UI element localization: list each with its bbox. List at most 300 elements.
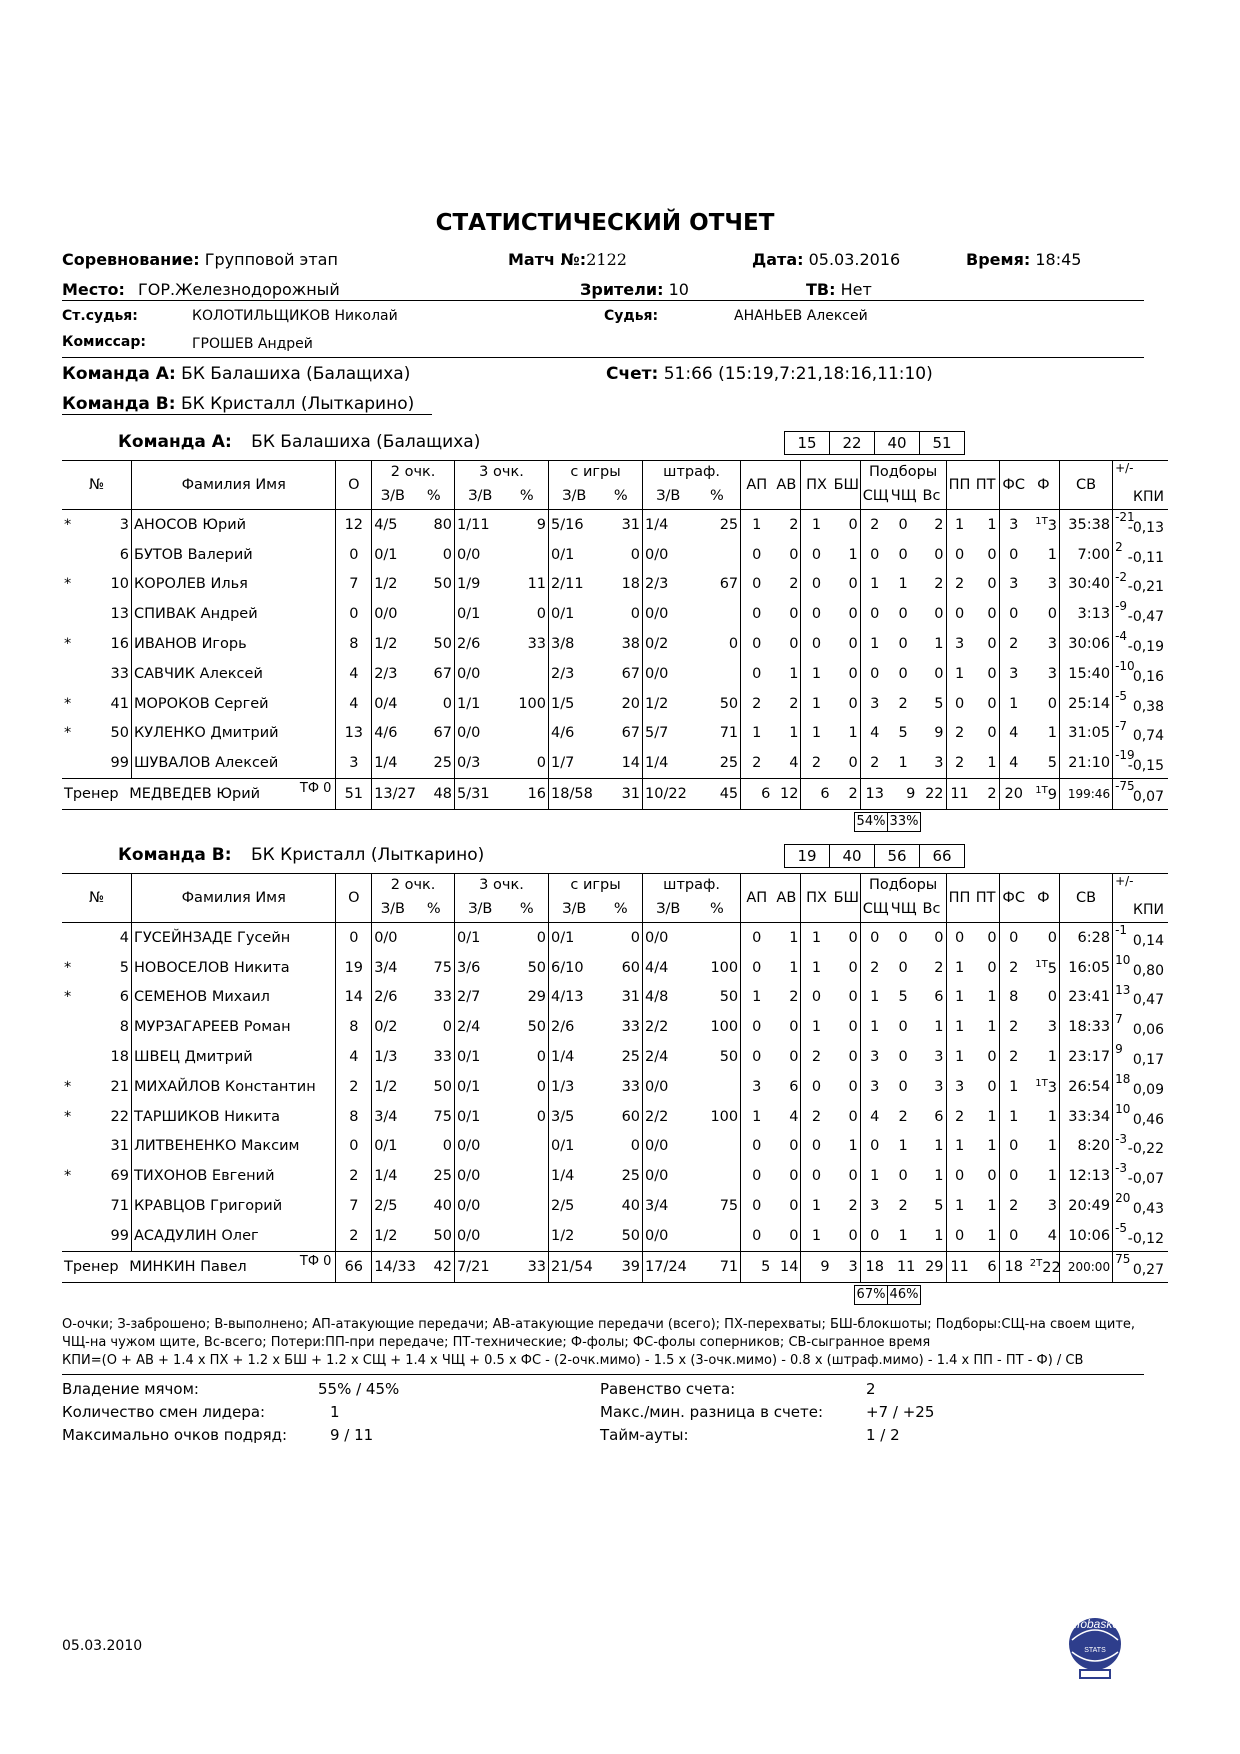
starter-mark: * xyxy=(64,695,72,712)
minutes: 18:33 xyxy=(1059,1012,1112,1042)
two-pt-pct xyxy=(414,923,455,953)
blocks: 0 xyxy=(832,1042,861,1072)
reb-own: 13 xyxy=(860,779,889,810)
two-pt-pct: 0 xyxy=(414,1132,455,1162)
col-pm: +/- xyxy=(1115,874,1134,888)
table-row xyxy=(62,629,1168,659)
plus-minus: 75 xyxy=(1115,1251,1131,1266)
two-pt-pct: 50 xyxy=(414,629,455,659)
steals: 6 xyxy=(801,779,832,810)
player-number: 50 xyxy=(97,719,132,749)
points: 7 xyxy=(336,1191,372,1221)
table-row xyxy=(62,1102,1168,1132)
assists-total: 2 xyxy=(772,983,801,1013)
kpi-value: 0,27 xyxy=(1132,1261,1164,1278)
player-number: 8 xyxy=(97,1012,132,1042)
plus-minus: -75 xyxy=(1115,779,1135,794)
fouls-drawn: 18 xyxy=(999,1251,1028,1282)
tech-turnovers: 1 xyxy=(973,1221,1000,1251)
three-pt-made: 0/1 xyxy=(456,929,481,946)
points: 12 xyxy=(336,510,372,540)
pass-turnovers: 1 xyxy=(954,516,965,533)
ft-pct: 67 xyxy=(694,570,741,600)
ft-pct xyxy=(694,1161,741,1191)
reb-own: 0 xyxy=(870,1138,880,1155)
plus-minus: -1 xyxy=(1115,923,1128,937)
col-av: АВ xyxy=(772,874,801,923)
col-zv: З/В xyxy=(549,897,600,923)
col-pct: % xyxy=(694,484,741,510)
table-row xyxy=(62,540,1168,570)
assists: 0 xyxy=(752,929,762,946)
kpi-value: -0,13 xyxy=(1127,519,1164,536)
assists-total: 1 xyxy=(772,659,801,689)
reb-opp: 5 xyxy=(898,725,908,742)
points: 8 xyxy=(336,1102,372,1132)
starter-mark xyxy=(62,540,97,570)
pm-kpi xyxy=(1113,689,1168,719)
player-number: 6 xyxy=(97,983,132,1013)
kpi-value: -0,12 xyxy=(1127,1230,1164,1247)
team-a-section-name: БК Балашиха (Балащиха) xyxy=(251,432,481,452)
player-number: 31 xyxy=(97,1132,132,1162)
two-pt-pct: 0 xyxy=(414,689,455,719)
assists-total: 14 xyxy=(772,1251,801,1282)
fg-made: 18/58 xyxy=(549,779,600,810)
reb-total: 2 xyxy=(917,570,946,600)
spectators-label: Зрители: xyxy=(580,280,664,299)
fouls-drawn: 8 xyxy=(1009,989,1019,1006)
pm-kpi xyxy=(1113,1251,1168,1282)
kpi-value: 0,38 xyxy=(1132,698,1164,715)
points: 0 xyxy=(336,923,372,953)
steals: 0 xyxy=(811,989,822,1006)
three-pt-made: 1/11 xyxy=(456,516,490,533)
fg-made: 4/6 xyxy=(551,725,575,742)
fg-made: 0/1 xyxy=(551,929,575,946)
player-number: 99 xyxy=(97,748,132,778)
reb-own: 3 xyxy=(870,1078,880,1095)
pass-turnovers: 0 xyxy=(954,1168,965,1185)
time-row xyxy=(966,250,1081,269)
ft-pct xyxy=(694,1221,741,1251)
fouls: 0 xyxy=(1028,689,1060,719)
reb-opp: 2 xyxy=(898,1198,908,1215)
reb-own: 18 xyxy=(860,1251,889,1282)
quarter-score: 19 xyxy=(785,845,830,867)
three-pt-made: 0/0 xyxy=(456,1198,481,1215)
table-row xyxy=(62,510,1168,540)
kpi-value: 0,47 xyxy=(1132,992,1164,1009)
two-pt-made: 0/1 xyxy=(374,546,398,563)
assists: 1 xyxy=(752,725,762,742)
pass-turnovers: 2 xyxy=(954,1108,965,1125)
assists: 0 xyxy=(752,1138,762,1155)
assists: 1 xyxy=(752,989,762,1006)
quarter-score: 66 xyxy=(932,847,952,865)
ft-pct: 100 xyxy=(694,1012,741,1042)
spectators-value: 10 xyxy=(668,280,689,299)
blocks: 0 xyxy=(832,953,861,983)
fouls-drawn: 2 xyxy=(1009,1049,1019,1066)
steals: 1 xyxy=(811,725,822,742)
fouls-drawn: 1 xyxy=(1009,1078,1019,1095)
two-pt-made: 2/6 xyxy=(374,989,398,1006)
team-b-stats-table xyxy=(62,873,1168,1283)
reb-opp: 2 xyxy=(898,695,908,712)
page-title: СТАТИСТИЧЕСКИЙ ОТЧЕТ xyxy=(435,210,775,236)
steals: 2 xyxy=(811,1049,822,1066)
col-kpi xyxy=(1113,461,1168,510)
chief-ref-row xyxy=(62,308,138,324)
pass-turnovers: 1 xyxy=(954,1049,965,1066)
competition-label: Соревнование: xyxy=(62,250,200,269)
fg-pct: 39 xyxy=(600,1251,643,1282)
player-number: 16 xyxy=(97,629,132,659)
tech-turnovers: 0 xyxy=(973,599,1000,629)
team-a-section-label: Команда А: xyxy=(118,432,232,452)
reb-total: 9 xyxy=(917,719,946,749)
plus-minus: 2 xyxy=(1115,539,1123,554)
kpi-value: 0,16 xyxy=(1132,668,1164,685)
points: 7 xyxy=(336,570,372,600)
reb-own: 0 xyxy=(870,665,880,682)
minutes: 8:20 xyxy=(1059,1132,1112,1162)
assists: 0 xyxy=(752,606,762,623)
player-number: 41 xyxy=(97,689,132,719)
legend-line: ЧЩ-на чужом щите, Вс-всего; Потери:ПП-при передаче; ПТ-технические; Ф-фолы; ФС-фолы соперников; СВ-сыгранное время xyxy=(62,1335,931,1350)
pass-turnovers: 2 xyxy=(954,755,965,772)
blocks: 0 xyxy=(832,599,861,629)
reb-opp: 0 xyxy=(898,546,908,563)
minutes: 23:41 xyxy=(1059,983,1112,1013)
two-pt-made: 1/2 xyxy=(374,1078,398,1095)
reb-opp: 0 xyxy=(898,636,908,653)
ft-pct: 50 xyxy=(694,983,741,1013)
three-pt-made: 1/1 xyxy=(456,695,481,712)
fouls: 1 xyxy=(1028,1042,1060,1072)
two-pt-made: 0/0 xyxy=(374,929,398,946)
date-value: 05.03.2016 xyxy=(808,250,901,269)
pass-turnovers: 0 xyxy=(954,606,965,623)
pm-kpi xyxy=(1113,570,1168,600)
match-label: Матч №: xyxy=(508,250,587,269)
col-fs: ФС xyxy=(999,461,1028,510)
team-a-quarter-scores xyxy=(784,431,965,455)
reb-own: 0 xyxy=(870,1227,880,1244)
reb-opp: 0 xyxy=(898,1049,908,1066)
possession-label: Владение мячом: xyxy=(62,1380,199,1398)
pm-kpi xyxy=(1113,659,1168,689)
two-pt-made: 4/6 xyxy=(374,725,398,742)
team-a-stats-table xyxy=(62,460,1168,810)
three-pt-pct xyxy=(506,719,549,749)
ft-made: 0/0 xyxy=(645,1078,669,1095)
fg-pct: 0 xyxy=(600,923,643,953)
pass-turnovers: 1 xyxy=(954,989,965,1006)
two-pt-pct: 40 xyxy=(414,1191,455,1221)
starter-mark xyxy=(62,599,97,629)
fouls-drawn: 20 xyxy=(999,779,1028,810)
tech-turnovers: 0 xyxy=(973,659,1000,689)
three-pt-pct xyxy=(506,1221,549,1251)
ft-made: 17/24 xyxy=(643,1251,694,1282)
player-name: ГУСЕЙНЗАДЕ Гусейн xyxy=(132,923,336,953)
pm-kpi xyxy=(1113,510,1168,540)
col-pt: ПТ xyxy=(973,874,1000,923)
col-rebounds: Подборы xyxy=(860,874,946,897)
ft-pct: 25 xyxy=(694,748,741,778)
ft-made: 0/0 xyxy=(645,929,669,946)
starter-mark: * xyxy=(64,1078,72,1095)
coach-name: МЕДВЕДЕВ Юрий xyxy=(129,786,261,803)
player-number: 69 xyxy=(97,1161,132,1191)
steals: 1 xyxy=(811,1227,822,1244)
pass-turnovers: 2 xyxy=(954,576,965,593)
tech-turnovers: 0 xyxy=(973,1161,1000,1191)
fg-pct: 18 xyxy=(600,570,643,600)
team-b-rebound-pct xyxy=(854,1285,921,1305)
player-name: ЛИТВЕНЕНКО Максим xyxy=(132,1132,336,1162)
col-pp: ПП xyxy=(946,461,973,510)
col-pct: % xyxy=(600,484,643,510)
fouls: 0 xyxy=(1028,599,1060,629)
competition-row xyxy=(62,250,338,269)
three-pt-made: 0/1 xyxy=(456,1049,481,1066)
max-run-value: 9 / 11 xyxy=(330,1426,374,1444)
blocks: 0 xyxy=(832,1161,861,1191)
reb-own: 1 xyxy=(870,989,880,1006)
col-ft: штраф. xyxy=(643,461,741,484)
points: 19 xyxy=(336,953,372,983)
fouls: 0 xyxy=(1028,983,1060,1013)
fg-pct: 31 xyxy=(600,779,643,810)
assists-total: 0 xyxy=(772,1012,801,1042)
col-chsch: ЧЩ xyxy=(889,484,918,510)
three-pt-made: 0/0 xyxy=(456,665,481,682)
pass-turnovers: 3 xyxy=(954,1078,965,1095)
ft-pct xyxy=(694,923,741,953)
col-pp: ПП xyxy=(946,874,973,923)
team-b-value: БК Кристалл (Лыткарино) xyxy=(180,394,415,414)
fg-made: 1/5 xyxy=(551,695,575,712)
starter-mark: * xyxy=(64,576,72,593)
pm-kpi xyxy=(1113,719,1168,749)
spectators-row xyxy=(580,280,689,299)
fg-pct: 0 xyxy=(600,540,643,570)
blocks: 0 xyxy=(832,1102,861,1132)
tech-turnovers: 0 xyxy=(973,629,1000,659)
col-ap: АП xyxy=(741,461,773,510)
chief-ref-label: Ст.судья: xyxy=(62,308,138,324)
starter-mark xyxy=(62,748,97,778)
pass-turnovers: 0 xyxy=(954,929,965,946)
three-pt-made: 7/21 xyxy=(454,1251,505,1282)
player-name: КУЛЕНКО Дмитрий xyxy=(132,719,336,749)
legend xyxy=(62,1316,1142,1370)
two-pt-pct: 80 xyxy=(414,510,455,540)
reb-opp: 0 xyxy=(898,1078,908,1095)
plus-minus: -10 xyxy=(1115,658,1135,673)
kpi-value: 0,74 xyxy=(1132,728,1164,745)
kpi-value: 0,46 xyxy=(1132,1111,1164,1128)
ft-made: 2/4 xyxy=(645,1049,669,1066)
steals: 0 xyxy=(811,546,822,563)
three-pt-pct: 0 xyxy=(506,599,549,629)
fg-pct: 33 xyxy=(600,1072,643,1102)
player-name: НОВОСЕЛОВ Никита xyxy=(132,953,336,983)
pm-kpi xyxy=(1113,1221,1168,1251)
fg-pct: 0 xyxy=(600,1132,643,1162)
steals: 0 xyxy=(811,636,822,653)
reb-total: 1 xyxy=(917,629,946,659)
col-bsh: БШ xyxy=(832,461,861,510)
steals: 1 xyxy=(811,665,822,682)
player-name: КРАВЦОВ Григорий xyxy=(132,1191,336,1221)
infobasket-logo xyxy=(1060,1600,1130,1680)
date-row xyxy=(752,250,900,269)
plus-minus: -19 xyxy=(1115,748,1135,763)
fg-made: 5/16 xyxy=(551,516,584,533)
three-pt-made: 0/3 xyxy=(456,755,481,772)
quarter-score: 15 xyxy=(785,432,830,454)
blocks: 0 xyxy=(832,689,861,719)
fouls-drawn: 4 xyxy=(1009,755,1019,772)
assists-total: 4 xyxy=(772,1102,801,1132)
pm-kpi xyxy=(1113,923,1168,953)
fouls: 1 xyxy=(1028,540,1060,570)
minutes: 31:05 xyxy=(1059,719,1112,749)
points: 2 xyxy=(336,1072,372,1102)
kpi-value: -0,19 xyxy=(1127,638,1164,655)
fouls: 3 xyxy=(1028,629,1060,659)
three-pt-made: 0/1 xyxy=(456,1108,481,1125)
blocks: 3 xyxy=(832,1251,861,1282)
player-name: ШУВАЛОВ Алексей xyxy=(132,748,336,778)
divider xyxy=(62,1374,1144,1375)
fg-made: 4/13 xyxy=(551,989,584,1006)
table-row xyxy=(62,1072,1168,1102)
starter-mark xyxy=(62,1042,97,1072)
assists-total: 1 xyxy=(772,953,801,983)
assists-total: 4 xyxy=(772,748,801,778)
kpi-value: 0,06 xyxy=(1132,1022,1164,1039)
player-number: 4 xyxy=(97,923,132,953)
commissioner-label: Комиссар: xyxy=(62,334,146,350)
tech-turnovers: 0 xyxy=(973,1072,1000,1102)
blocks: 0 xyxy=(832,1221,861,1251)
pm-kpi xyxy=(1113,1042,1168,1072)
team-b-row xyxy=(62,394,414,414)
player-name: АНОСОВ Юрий xyxy=(132,510,336,540)
coach-label: Тренер xyxy=(64,1258,119,1275)
table-row xyxy=(62,599,1168,629)
reb-total: 0 xyxy=(917,540,946,570)
two-pt-made: 1/4 xyxy=(374,755,398,772)
three-pt-pct xyxy=(506,1132,549,1162)
fg-made: 0/1 xyxy=(551,606,575,623)
plus-minus: 9 xyxy=(1115,1042,1123,1057)
three-pt-pct xyxy=(506,659,549,689)
legend-line: О-очки; З-заброшено; В-выполнено; АП-атакующие передачи; АВ-атакующие передачи (всего); ПХ-перехваты; БШ-блокшоты; Подборы:СЩ-на своем щите, xyxy=(62,1317,1136,1332)
minutes: 35:38 xyxy=(1059,510,1112,540)
kpi-value: 0,14 xyxy=(1132,932,1164,949)
fouls-drawn: 3 xyxy=(1009,576,1019,593)
player-number: 18 xyxy=(97,1042,132,1072)
blocks: 0 xyxy=(832,748,861,778)
pm-kpi xyxy=(1113,953,1168,983)
table-row xyxy=(62,1161,1168,1191)
tech-turnovers: 1 xyxy=(973,1191,1000,1221)
fouls: 3 xyxy=(1028,1191,1060,1221)
player-number: 21 xyxy=(97,1072,132,1102)
points: 4 xyxy=(336,689,372,719)
fg-pct: 33 xyxy=(600,1012,643,1042)
steals: 0 xyxy=(811,1078,822,1095)
three-pt-pct: 16 xyxy=(506,779,549,810)
player-name: СПИВАК Андрей xyxy=(132,599,336,629)
two-pt-made: 0/1 xyxy=(374,1138,398,1155)
divider xyxy=(62,357,1144,358)
leader-changes-value: 1 xyxy=(330,1403,340,1421)
kpi-value: 0,09 xyxy=(1132,1081,1164,1098)
assists: 0 xyxy=(752,636,762,653)
fouls-drawn: 2 xyxy=(1009,1198,1019,1215)
col-fs: ФС xyxy=(999,874,1028,923)
fg-made: 2/11 xyxy=(551,576,584,593)
three-pt-made: 0/1 xyxy=(456,1078,481,1095)
blocks: 0 xyxy=(832,659,861,689)
ft-made: 0/2 xyxy=(645,636,669,653)
two-pt-pct: 67 xyxy=(414,659,455,689)
score-row xyxy=(606,364,933,384)
plus-minus: 7 xyxy=(1115,1012,1123,1027)
reb-total: 0 xyxy=(917,659,946,689)
pm-kpi xyxy=(1113,983,1168,1013)
plus-minus: -4 xyxy=(1115,629,1128,644)
chief-ref-value: КОЛОТИЛЬЩИКОВ Николай xyxy=(192,308,398,324)
kpi-value: -0,07 xyxy=(1127,1171,1164,1188)
reb-own: 3 xyxy=(870,1198,880,1215)
col-sv: СВ xyxy=(1059,461,1112,510)
commissioner-value: ГРОШЕВ Андрей xyxy=(192,336,313,352)
pass-turnovers: 1 xyxy=(954,1138,965,1155)
col-num: № xyxy=(62,461,132,510)
assists: 3 xyxy=(752,1078,762,1095)
coach-cell xyxy=(62,1251,336,1282)
ties-label: Равенство счета: xyxy=(600,1380,736,1398)
player-number: 71 xyxy=(97,1191,132,1221)
fouls-drawn: 1 xyxy=(1009,695,1019,712)
team-totals-row xyxy=(62,1251,1168,1282)
plus-minus: 13 xyxy=(1115,982,1131,997)
tech-turnovers: 1 xyxy=(973,1102,1000,1132)
ft-pct: 71 xyxy=(694,719,741,749)
blocks: 0 xyxy=(832,570,861,600)
fg-pct: 67 xyxy=(600,659,643,689)
starter-mark: * xyxy=(64,725,72,742)
three-pt-pct: 33 xyxy=(506,629,549,659)
place-value: ГОР.Железнодорожный xyxy=(138,280,340,299)
kpi-value: -0,11 xyxy=(1127,549,1164,566)
fouls: 1 xyxy=(1028,1132,1060,1162)
team-a-section-title xyxy=(118,432,480,452)
fg-pct: 31 xyxy=(600,983,643,1013)
ft-made: 2/3 xyxy=(645,576,669,593)
team-a-row xyxy=(62,364,410,384)
fouls: 0 xyxy=(1028,923,1060,953)
two-pt-made: 2/5 xyxy=(374,1198,398,1215)
